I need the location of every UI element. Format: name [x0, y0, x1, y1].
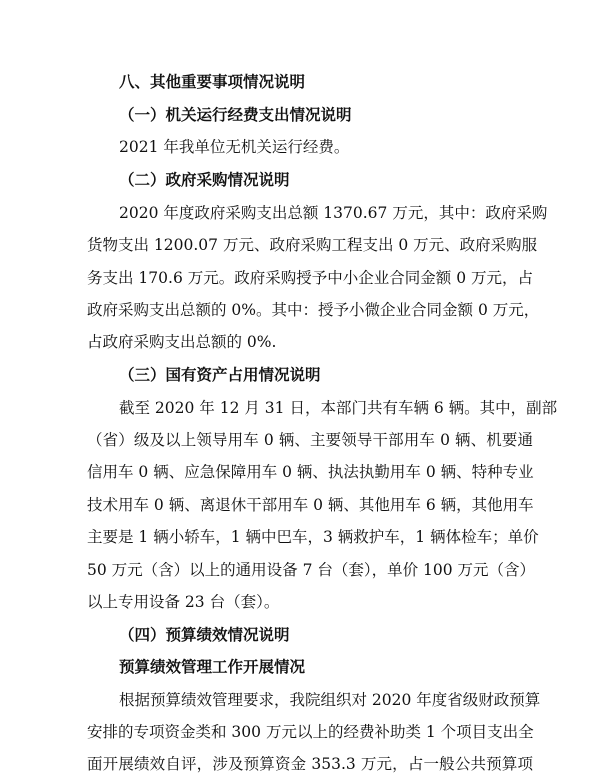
- paragraph-line: 技术用车 0 辆、离退休干部用车 0 辆、其他用车 6 辆，其他用车: [87, 496, 534, 514]
- subsection-heading-3: （三）国有资产占用情况说明: [119, 366, 321, 384]
- paragraph-line: 面开展绩效自评，涉及预算资金 353.3 万元，占一般公共预算项: [87, 755, 533, 773]
- paragraph-line: 2020 年度政府采购支出总额 1370.67 万元，其中：政府采购: [119, 204, 548, 222]
- section-title: 八、其他重要事项情况说明: [119, 73, 306, 91]
- paragraph-line: 根据预算绩效管理要求，我院组织对 2020 年度省级财政预算: [119, 691, 541, 709]
- paragraph-line: 安排的专项资金类和 300 万元以上的经费补助类 1 个项目支出全: [87, 723, 534, 741]
- paragraph-line: （省）级及以上领导用车 0 辆、主要领导干部用车 0 辆、机要通: [87, 431, 533, 449]
- subsection-subheading: 预算绩效管理工作开展情况: [119, 658, 306, 676]
- paragraph-line: 主要是 1 辆小轿车，1 辆中巴车，3 辆救护车，1 辆体检车；单价: [87, 528, 539, 546]
- paragraph-line: 2021 年我单位无机关运行经费。: [119, 138, 350, 156]
- paragraph-line: 信用车 0 辆、应急保障用车 0 辆、执法执勤用车 0 辆、特种专业: [87, 463, 534, 481]
- paragraph-line: 务支出 170.6 万元。政府采购授予中小企业合同金额 0 万元，占: [87, 269, 533, 287]
- paragraph-line: 50 万元（含）以上的通用设备 7 台（套），单价 100 万元（含）: [87, 561, 536, 579]
- paragraph-line: 以上专用设备 23 台（套）。: [87, 593, 280, 611]
- paragraph-line: 货物支出 1200.07 万元、政府采购工程支出 0 万元、政府采购服: [87, 236, 538, 254]
- paragraph-line: 截至 2020 年 12 月 31 日，本部门共有车辆 6 辆。其中，副部: [119, 399, 558, 417]
- subsection-heading-2: （二）政府采购情况说明: [119, 171, 290, 189]
- paragraph-line: 占政府采购支出总额的 0%.: [87, 333, 277, 351]
- subsection-heading-4: （四）预算绩效情况说明: [119, 626, 290, 644]
- paragraph-line: 政府采购支出总额的 0%。其中：授予小微企业合同金额 0 万元，: [87, 301, 540, 319]
- subsection-heading-1: （一）机关运行经费支出情况说明: [119, 106, 352, 124]
